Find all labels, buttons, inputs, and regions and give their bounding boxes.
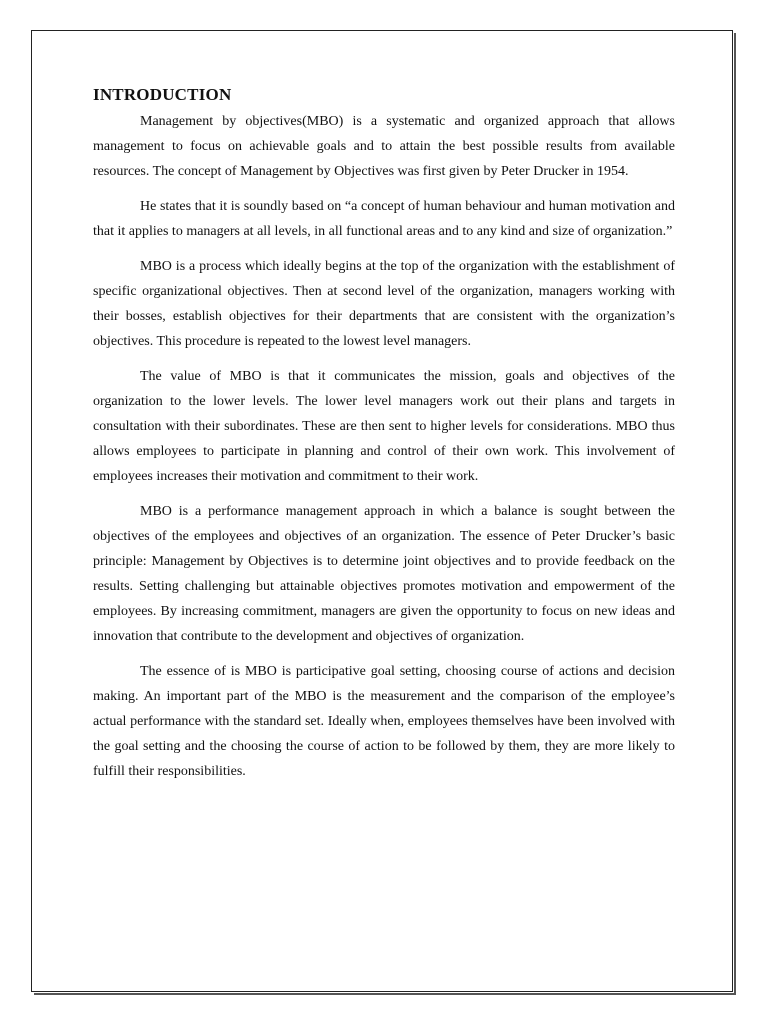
paragraph-6: The essence of is MBO is participative goal setting, choosing course of actions and decision making. An important part of the MBO is the measurement and the comparison of the employee’s actual performance with the standard set. Ideally when, employees themselves have been involved with the goal setting and the choosing the course of action to be followed by them, they are more likely to fulfill their responsibilities.: [93, 664, 675, 779]
paragraph-5: MBO is a performance management approach in which a balance is sought between the objectives of the employees and objectives of an organization. The essence of Peter Drucker’s basic principle: Management by Objectives is to determine joint objectives and to provide feedback on the results. Setting challenging but attainable objectives promotes motivation and empowerment of the employees. By increasing commitment, managers are given the opportunity to focus on new ideas and innovation that contribute to the development and objectives of organization.: [93, 504, 675, 644]
paragraph-4: The value of MBO is that it communicates the mission, goals and objectives of the organization to the lower levels. The lower level managers work out their plans and targets in consultation with their subordinates. These are then sent to higher levels for considerations. MBO thus allows employees to participate in planning and control of their own work. This involvement of employees increases their motivation and commitment to their work.: [93, 369, 675, 484]
section-heading: INTRODUCTION: [93, 85, 232, 104]
paragraph-1: Management by objectives(MBO) is a systematic and organized approach that allows management to focus on achievable goals and to attain the best possible results from available resources. The concept of Management by Objectives was first given by Peter Drucker in 1954.: [93, 114, 675, 179]
paragraph-3: MBO is a process which ideally begins at the top of the organization with the establishment of specific organizational objectives. Then at second level of the organization, managers working with their bosses, establish objectives for their departments that are consistent with the organization’s objectives. This procedure is repeated to the lowest level managers.: [93, 259, 675, 349]
paragraph-2: He states that it is soundly based on “a concept of human behaviour and human motivation and that it applies to managers at all levels, in all functional areas and to any kind and size of organization.”: [93, 199, 675, 239]
document-body: [93, 85, 675, 794]
